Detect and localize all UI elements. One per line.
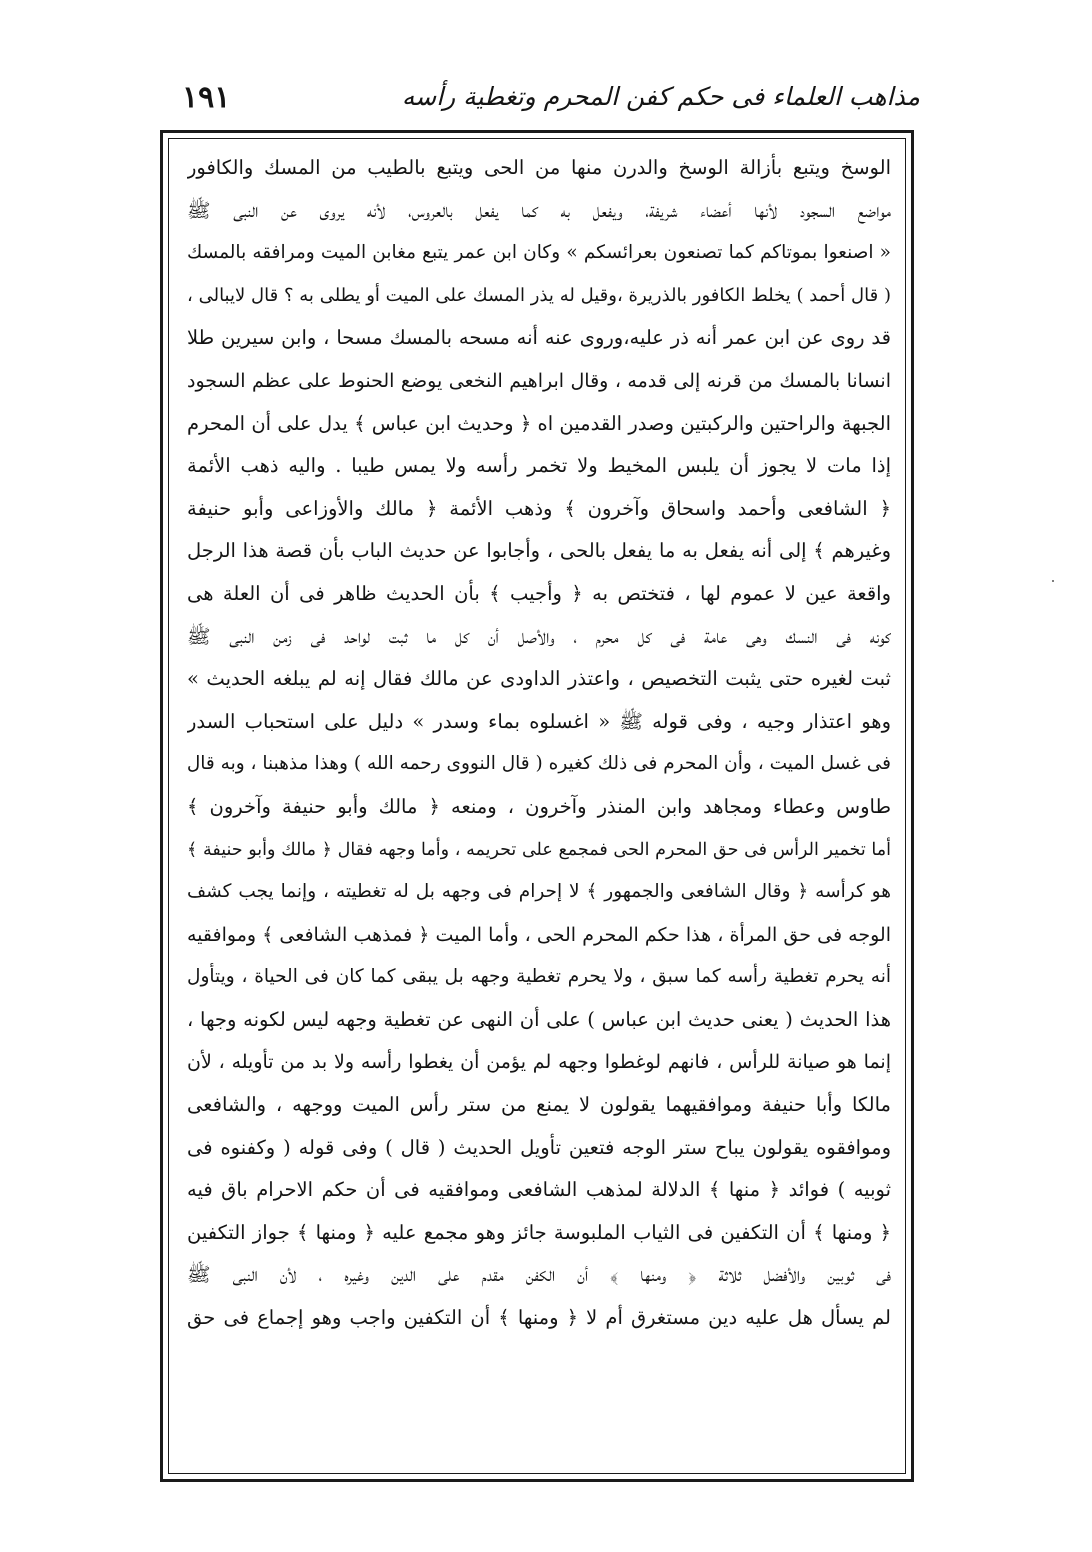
margin-speck bbox=[1052, 580, 1054, 582]
text-line: ثوبيه ) فوائد ﴿ منها ﴾ الدلالة لمذهب الشافعى وموافقيه فى أن حكم الاحرام باق فيه bbox=[187, 1178, 891, 1202]
text-line: الجبهة والراحتين والركبتين وصدر القدمين اه ﴿ وحديث ابن عباس ﴾ يدل على أن المحرم bbox=[187, 411, 891, 435]
page-header bbox=[160, 78, 920, 124]
body-text bbox=[187, 147, 891, 1340]
text-line: ثبت لغيره حتى يثبت التخصيص ، واعتذر الداودى عن مالك فقال إنه لم يبلغه الحديث » bbox=[187, 667, 891, 691]
text-line: لم يسأل هل عليه دين مستغرق أم لا ﴿ ومنها ﴾ أن التكفين واجب وهو إجماع فى حق bbox=[187, 1306, 891, 1330]
text-line: فى غسل الميت ، وأن المحرم فى ذلك كغيره ( قال النووى رحمه الله ) وهذا مذهبنا ، وبه قال bbox=[187, 753, 891, 775]
text-line: واقعة عين لا عموم لها ، فتختص به ﴿ وأجيب ﴾ بأن الحديث ظاهر فى أن العلة هى bbox=[187, 581, 891, 605]
text-line: الوسخ ويتبع بأزالة الوسخ والدرن منها من الحى ويتبع بالطيب من المسك والكافور bbox=[187, 156, 891, 179]
text-line: وهو اعتذار وجيه ، وفى قوله ﷺ « اغسلوه بماء وسدر » دليل على استحباب السدر bbox=[187, 709, 891, 733]
text-line: هذا الحديث ( يعنى حديث ابن عباس ) على أن النهى عن تغطية وجهه ليس لكونه وجها ، bbox=[187, 1007, 891, 1031]
text-line: « اصنعوا بموتاكم كما تصنعون بعرائسكم » وكان ابن عمر يتبع مغابن الميت ومرافقه بالمسك bbox=[187, 242, 891, 264]
text-line: وموافقوه يقولون يباح ستر الوجه فتعين تأويل الحديث ( قال ) وفى قوله ( وكفنوه فى bbox=[187, 1135, 891, 1159]
text-line: الوجه فى حق المرأة ، هذا حكم المحرم الحى ، وأما الميت ﴿ فمذهب الشافعى ﴾ وموافقيه bbox=[187, 923, 891, 946]
text-line: انسانا بالمسك من قرنه إلى قدمه ، وقال ابراهيم النخعى يوضع الحنوط على عظم السجود bbox=[187, 369, 891, 392]
text-line: ( قال أحمد ) يخلط الكافور بالذريرة ،وقيل له يذر المسك على الميت أو يطلى به ؟ قال لايبالى ، bbox=[187, 284, 891, 306]
text-line: قد روى عن ابن عمر أنه ذر عليه،وروى عنه أنه مسحه بالمسك مسحا ، وابن سيرين طلا bbox=[187, 326, 891, 350]
running-title: مذاهب العلماء فى حكم كفن المحرم وتغطية رأسه bbox=[401, 82, 920, 111]
text-line: مالكا وأبا حنيفة وموافقيهما يقولون لا يمنع من ستر رأس الميت ووجهه ، والشافعى bbox=[187, 1093, 891, 1117]
text-line: أما تخمير الرأس فى حق المحرم الحى فمجمع على تحريمه ، وأما وجهه فقال ﴿ مالك وأبو حنيفة ﴾ bbox=[187, 839, 891, 860]
text-line: إذا مات لا يجوز أن يلبس المخيط ولا تخمر رأسه ولا يمس طيبا . واليه ذهب الأئمة bbox=[187, 454, 891, 478]
page-number: ١٩١ bbox=[182, 80, 231, 115]
text-line: مواضع السجود لأنها أعضاء شريفة، ويفعل به كما يفعل بالعروس، لأنه يروى عن النبى ﷺ bbox=[187, 198, 891, 222]
text-line: فى ثوبين والأفضل ثلاثة ﴿ ومنها ﴾ أن الكفن مقدم على الدين وغيره ، لأن النبى ﷺ bbox=[187, 1263, 891, 1287]
text-line: ﴿ ومنها ﴾ أن التكفين فى الثياب الملبوسة جائز وهو مجمع عليه ﴿ ومنها ﴾ جواز التكفين bbox=[187, 1220, 891, 1244]
text-line: هو كرأسه ﴿ وقال الشافعى والجمهور ﴾ لا إحرام فى وجهه بل له تغطيته ، وإنما يجب كشف bbox=[187, 881, 891, 903]
text-line: ﴿ الشافعى وأحمد واسحاق وآخرون ﴾ وذهب الأئمة ﴿ مالك والأوزاعى وأبو حنيفة bbox=[187, 496, 891, 520]
text-line: إنما هو صيانة للرأس ، فانهم لوغطوا وجهه لم يؤمن أن يغطوا رأسه ولا بد من تأويله ، لأن bbox=[187, 1051, 891, 1074]
text-frame bbox=[160, 130, 914, 1482]
text-line: كونه فى النسك وهى عامة فى كل محرم ، والأصل أن كل ما ثبت لواحد فى زمن النبى ﷺ bbox=[187, 624, 891, 648]
text-line: طاوس وعطاء ومجاهد وابن المنذر وآخرون ، ومنعه ﴿ مالك وأبو حنيفة وآخرون ﴾ bbox=[187, 794, 891, 818]
text-line: وغيرهم ﴾ إلى أنه يفعل به ما يفعل بالحى ، وأجابوا عن حديث الباب بأن قصة هذا الرجل bbox=[187, 539, 891, 563]
text-line: أنه يحرم تغطية رأسه كما سبق ، ولا يحرم تغطية وجهه بل يبقى كما كان فى الحياة ، ويتأول bbox=[187, 966, 891, 988]
